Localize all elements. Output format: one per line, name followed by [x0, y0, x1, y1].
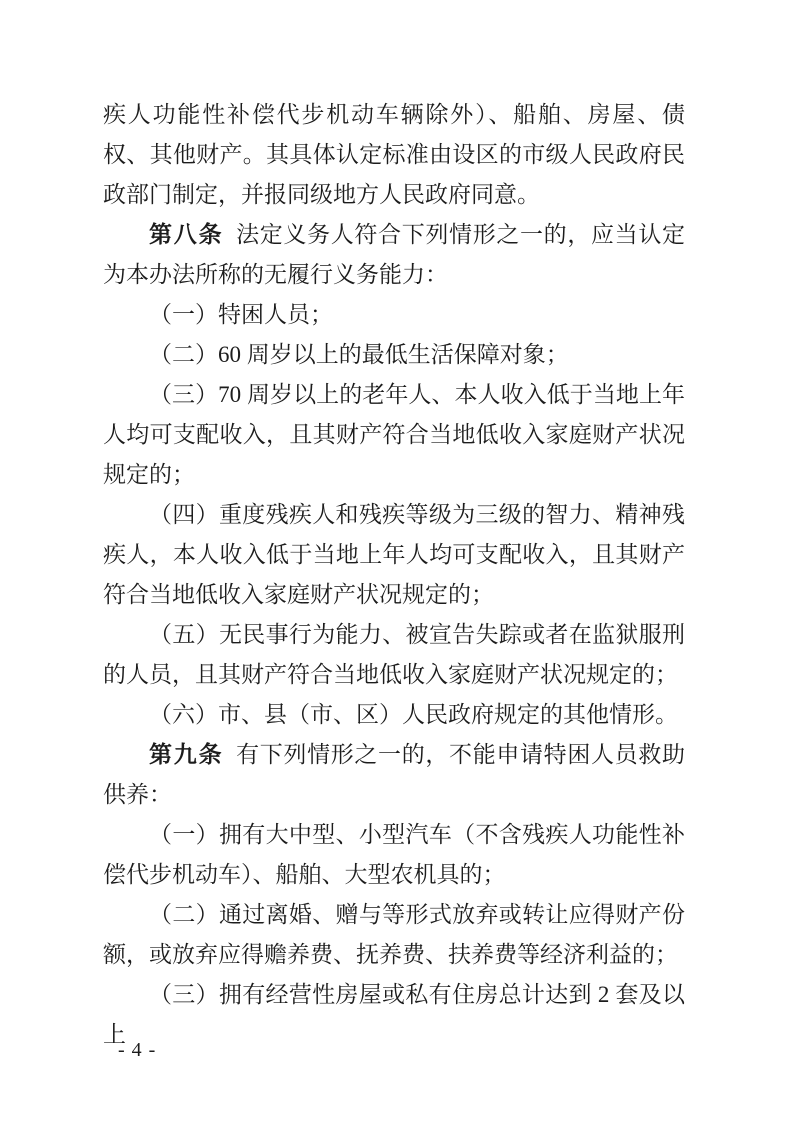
article-8-label: 第八条 [149, 222, 224, 247]
article-9-paragraph [103, 735, 685, 815]
article-9-text: 有下列情形之一的，不能申请特困人员救助供养： [103, 742, 685, 807]
item-text: （一）特困人员； [149, 302, 333, 327]
paragraph-continuation [103, 95, 685, 215]
item-text: （三）拥有经营性房屋或私有住房总计达到 2 套及以上 [103, 982, 685, 1047]
article-8-paragraph [103, 215, 685, 295]
item-text: （五）无民事行为能力、被宣告失踪或者在监狱服刑的人员，且其财产符合当地低收入家庭财产状况规定的； [103, 622, 685, 687]
article-8-item-2 [103, 335, 685, 375]
item-text: （二）通过离婚、赠与等形式放弃或转让应得财产份额，或放弃应得赡养费、抚养费、扶养费等经济利益的； [103, 902, 685, 967]
article-8-item-5 [103, 615, 685, 695]
paragraph-text: 疾人功能性补偿代步机动车辆除外）、船舶、房屋、债权、其他财产。其具体认定标准由设区的市级人民政府民政部门制定，并报同级地方人民政府同意。 [103, 102, 685, 207]
article-8-text: 法定义务人符合下列情形之一的，应当认定为本办法所称的无履行义务能力： [103, 222, 685, 287]
article-8-item-6 [103, 695, 685, 735]
article-8-item-1 [103, 295, 685, 335]
document-body [103, 95, 685, 1055]
article-9-item-2 [103, 895, 685, 975]
item-text: （六）市、县（市、区）人民政府规定的其他情形。 [149, 702, 678, 727]
article-8-item-3 [103, 375, 685, 495]
article-9-item-3 [103, 975, 685, 1055]
item-text: （二）60 周岁以上的最低生活保障对象； [149, 342, 569, 367]
item-text: （四）重度残疾人和残疾等级为三级的智力、精神残疾人，本人收入低于当地上年人均可支配收入，且其财产符合当地低收入家庭财产状况规定的； [103, 502, 685, 607]
article-9-item-1 [103, 815, 685, 895]
item-text: （三）70 周岁以上的老年人、本人收入低于当地上年人均可支配收入，且其财产符合当地低收入家庭财产状况规定的； [103, 382, 685, 487]
article-9-label: 第九条 [149, 742, 224, 767]
page-number: - 4 - [118, 1039, 157, 1061]
item-text: （一）拥有大中型、小型汽车（不含残疾人功能性补偿代步机动车）、船舶、大型农机具的； [103, 822, 685, 887]
article-8-item-4 [103, 495, 685, 615]
